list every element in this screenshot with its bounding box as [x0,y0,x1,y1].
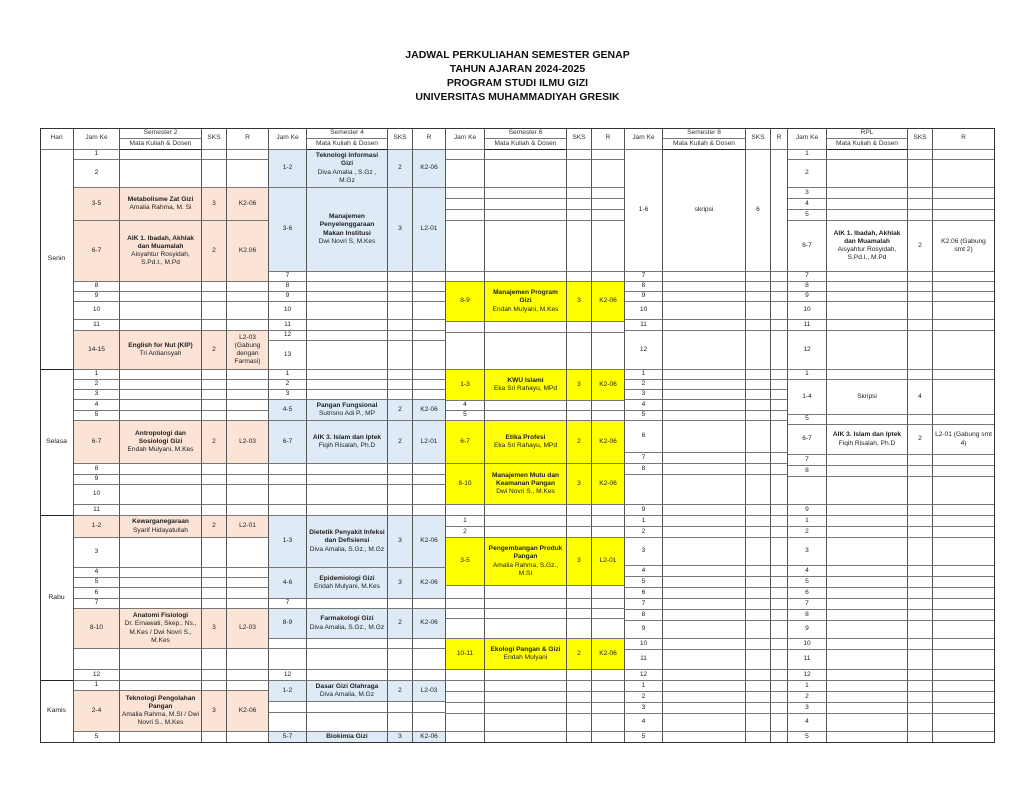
lecturer: Dr. Ernawati, Skep., Ns., M.Kes / Dwi Novri S., M.Kes [124,620,197,644]
lecturer: Amalia Rahma, M.SI / Dwi Novri S., M.Kes [122,711,199,727]
jam-ke-cell: 3 [74,538,120,568]
course-title: Teknologi Pengolahan Pangan [125,694,196,710]
room-cell: L2-01 [227,516,269,538]
lecturer: Amalia Rahma, M. Si [129,204,192,211]
jam-ke-cell: 12 [74,670,120,681]
sks-cell: 2 [388,400,413,421]
header-group-3: Semester 8 [663,128,746,139]
lecturer: Eka Sri Rahayu, MPd [493,442,558,449]
course-title: Etika Profesi [505,433,546,441]
jam-ke-cell: 8 [625,282,663,292]
lecturer: Endah Mulyani, M.Kes [314,583,380,590]
course-title: AIK 1. Ibadah, Akhlak dan Muamalah [127,234,194,250]
jam-ke-cell: 12 [788,331,827,370]
lecturer: Diva Amalia, M.Gz [319,691,375,698]
jam-ke-cell: 2 [74,380,120,390]
room-cell: K2-06 [413,609,446,639]
room-cell: K2-06 [592,639,625,670]
jam-ke-cell: 8-10 [446,464,485,505]
course-title: AIK 3. Islam dan Iptek [832,431,902,439]
jam-ke-cell: 5 [74,732,120,743]
room-cell: K2-06 [413,732,446,743]
jam-ke-cell: 1 [446,516,485,527]
jam-ke-cell: 6-7 [269,421,307,464]
room-cell: K2-06 [413,400,446,421]
jam-ke-cell: 7 [269,599,307,609]
jam-ke-cell: 6 [74,588,120,599]
jam-ke-cell: 10 [625,639,663,650]
header-group-1: Semester 4 [307,128,388,139]
course-title: Antropologi dan Sosiologi Gizi [135,429,186,445]
lecturer: Dwi Novri S., M.Kes [496,488,555,496]
sks-cell: 4 [908,380,933,415]
jam-ke-cell: 7 [788,455,827,466]
jam-ke-cell: 9 [269,292,307,302]
course-title: Dietetik Penyakit Infeksi dan Defisiensi [309,529,385,545]
lecturer: Dwi Novri S, M.Kes [318,237,376,245]
room-cell: K2-06 [227,188,269,221]
jam-ke-cell: 14-15 [74,331,120,370]
jam-ke-cell: 12 [625,331,663,370]
header-group-2: Semester 6 [485,128,567,139]
header-mata-kuliah: Mata Kuliah & Dosen [485,139,567,150]
jam-ke-cell: 3-5 [74,188,120,221]
jam-ke-cell: 7 [269,272,307,282]
course-title: Manajemen Program Gizi [493,289,558,305]
lecturer: Aisyahtur Rosyidah, S.Pd.I., M.Pd [131,251,190,267]
lecturer: Endah Mulyani [503,654,548,661]
jam-ke-cell: 10-11 [446,639,485,670]
room-cell: K2-06 [592,370,625,401]
room-cell: K2-06 [592,282,625,322]
course-title: Teknologi Informasi Gizi [315,152,379,168]
jam-ke-cell: 5 [788,732,827,743]
jam-ke-cell: 1-3 [446,370,485,401]
jam-ke-cell: 1 [625,370,663,380]
sks-cell: 3 [388,732,413,743]
jam-ke-cell: 8-9 [269,609,307,639]
jam-ke-cell: 10 [788,302,827,320]
header-mata-kuliah: Mata Kuliah & Dosen [827,139,908,150]
jam-ke-cell: 6-7 [446,421,485,464]
jam-ke-cell: 10 [74,302,120,320]
jam-ke-cell: 2 [446,527,485,538]
jam-ke-cell: 11 [74,320,120,331]
header-r: R [933,128,995,150]
sks-cell: 2 [202,331,227,370]
jam-ke-cell: 3 [788,538,827,566]
jam-ke-cell: 1 [625,516,663,527]
jam-ke-cell: 9 [625,292,663,302]
header-mata-kuliah: Mata Kuliah & Dosen [307,139,388,150]
sks-cell: 2 [388,150,413,188]
room-cell: L2-03 (Gabung dengan Farmasi) [227,331,269,370]
jam-ke-cell: 4 [788,199,827,210]
jam-ke-cell: 1-2 [74,516,120,538]
title-line-1: JADWAL PERKULIAHAN SEMESTER GENAP [405,49,630,61]
lecturer: Aisyahtur Rosyidah, S.Pd.I., M.Pd [837,246,897,262]
sks-cell: 2 [202,421,227,464]
lecturer: Fiqih Risalah, Ph.D [318,442,376,449]
sks-cell: 2 [202,221,227,282]
jam-ke-cell: 4 [74,400,120,411]
jam-ke-cell: 2 [625,527,663,538]
sks-cell: 3 [388,188,413,272]
table-border [40,128,995,743]
title-line-3: PROGRAM STUDI ILMU GIZI [446,77,589,89]
jam-ke-cell: 6 [788,588,827,599]
jam-ke-cell: 1 [788,370,827,380]
jam-ke-cell: 5 [788,415,827,425]
jam-ke-cell: 5 [446,411,485,421]
jam-ke-cell: 7 [788,599,827,610]
jam-ke-cell: 12 [788,670,827,681]
jam-ke-cell: 6-7 [788,425,827,455]
header-group-0: Semester 2 [120,128,202,139]
jam-ke-cell: 6-7 [74,221,120,282]
lecturer: Skripsi [857,392,877,400]
jam-ke-cell: 6 [625,588,663,599]
room-cell: L2-01 (Gabung smt 4) [933,425,995,455]
jam-ke-cell: 7 [625,272,663,282]
header-jam-ke: Jam Ke [625,128,663,150]
sks-cell: 3 [202,188,227,221]
lecturer: Syarif Hidayatullah [133,526,188,534]
lecturer: Tri Ardiansyah [139,350,182,357]
course-title: Metabolisme Zat Gizi [127,195,194,203]
lecturer: Diva Amalia, S.Gz., M.Gz [309,623,385,631]
header-r: R [413,128,446,150]
jam-ke-cell: 12 [269,331,307,341]
header-jam-ke: Jam Ke [74,128,120,150]
header-r: R [771,128,788,150]
room-cell: K2-06 [413,568,446,599]
course-title: Ekologi Pangan & Gizi [490,645,561,653]
lecturer: Eka Sri Rahayu, MPd [493,385,558,392]
jam-ke-cell: 5 [74,578,120,588]
jam-ke-cell: 4-6 [269,568,307,599]
title-line-2: TAHUN AJARAN 2024-2025 [449,63,586,75]
header-sks: SKS [388,128,413,150]
jam-ke-cell: 9 [74,292,120,302]
course-title: KWU Islami [507,376,544,384]
jam-ke-cell: 9 [788,621,827,639]
lecturer: Sutrisno Adi P., MP [319,410,375,417]
title-line-4: UNIVERSITAS MUHAMMADIYAH GRESIK [415,91,620,103]
jam-ke-cell: 4 [446,401,485,411]
header-sks: SKS [567,128,592,150]
jam-ke-cell: 3 [625,703,663,714]
course-title: Epidemiologi Gizi [319,574,375,582]
jam-ke-cell: 8-9 [446,282,485,322]
room-cell: L2-03 [227,421,269,464]
jam-ke-cell: 5 [788,577,827,588]
header-r: R [227,128,269,150]
jam-ke-cell: 8 [269,282,307,292]
jam-ke-cell: 4 [74,568,120,578]
room-cell: K2-06 [592,464,625,505]
jam-ke-cell: 12 [269,670,307,681]
header-group-4: RPL [827,128,908,139]
jam-ke-cell: 5 [625,577,663,588]
jam-ke-cell: 8 [788,466,827,477]
jam-ke-cell: 12 [625,670,663,681]
room-cell: L2-01 [592,538,625,586]
jam-ke-cell: 10 [269,302,307,320]
jam-ke-cell: 4 [788,714,827,732]
jam-ke-cell: 4-5 [269,400,307,421]
jam-ke-cell: 8 [625,610,663,621]
jam-ke-cell: 1 [74,150,120,160]
header-jam-ke: Jam Ke [446,128,485,150]
jam-ke-cell: 10 [74,485,120,505]
jam-ke-cell: 9 [74,475,120,485]
course-title: Pangan Fungsional [316,401,378,409]
jam-ke-cell: 4 [625,566,663,577]
sks-cell: 3 [567,464,592,505]
day-senin: Senin [40,150,74,370]
jam-ke-cell: 7 [788,272,827,282]
jam-ke-cell: 2 [788,527,827,538]
sks-cell: 2 [908,221,933,272]
day-kamis: Kamis [40,681,74,743]
jam-ke-cell: 5 [625,411,663,421]
jam-ke-cell: 2 [788,160,827,188]
jam-ke-cell: 8 [74,464,120,475]
course-title: Farmakologi Gizi [320,615,374,623]
lecturer: Endah Mulyani, M.Kes [492,305,559,313]
course-title: Kewarganegaraan [132,518,189,526]
course-title: Manajemen Mutu dan Keamanan Pangan [491,471,560,487]
header-jam-ke: Jam Ke [269,128,307,150]
lecturer: Endah Mulyani, M.Kes [127,446,194,454]
jam-ke-cell: 7 [625,599,663,610]
room-cell: K2-06 [592,421,625,464]
lecturer: Fiqih Risalah, Ph.D [838,439,896,447]
jam-ke-cell: 2 [788,692,827,703]
header-jam-ke: Jam Ke [788,128,827,150]
jam-ke-cell: 3 [788,703,827,714]
lecturer: Diva Amalia, S.Gz., M.Gz [309,545,385,553]
course-title: AIK 1. Ibadah, Akhlak dan Muamalah [833,229,901,245]
course-title: Pengembangan Produk Pangan [488,545,563,561]
jam-ke-cell: 10 [625,302,663,320]
jam-ke-cell: 3-6 [269,188,307,272]
jam-ke-cell: 1 [74,370,120,380]
jam-ke-cell: 1 [625,681,663,692]
room-cell: L2-01 [413,421,446,464]
jam-ke-cell: 11 [269,320,307,331]
jam-ke-cell: 9 [625,505,663,516]
sks-cell: 3 [202,609,227,649]
jam-ke-cell: 11 [625,650,663,670]
jam-ke-cell: 4 [625,714,663,732]
jam-ke-cell: 1-2 [269,681,307,702]
jam-ke-cell: 9 [788,505,827,516]
day-selasa: Selasa [40,370,74,516]
course-title: Dasar Gizi Olahraga [315,682,379,690]
sks-cell: 3 [388,516,413,568]
jam-ke-cell: 6-7 [74,421,120,464]
jam-ke-cell: 5 [74,411,120,421]
sks-cell: 3 [567,282,592,322]
jam-ke-cell: 8 [788,282,827,292]
course-title: Anatomi Fisiologi [132,612,189,620]
jam-ke-cell: 11 [788,320,827,331]
sks-cell: 6 [746,150,771,272]
sks-cell: 2 [388,681,413,702]
lecturer: Diva Amalia , S.Gz , M.Gz [317,168,377,184]
jam-ke-cell: 1-3 [269,516,307,568]
room-cell: K2.06 (Gabung smt 2) [933,221,995,272]
course-title: AIK 3. Islam dan Iptek [312,433,382,441]
sks-cell: 3 [567,370,592,401]
sks-cell: 2 [908,425,933,455]
header-mata-kuliah: Mata Kuliah & Dosen [120,139,202,150]
jam-ke-cell: 11 [625,320,663,331]
room-cell: L2-03 [227,609,269,649]
room-cell: K2-06 [227,691,269,732]
jam-ke-cell: 1-4 [788,380,827,415]
jam-ke-cell: 2 [74,160,120,188]
jam-ke-cell: 9 [788,292,827,302]
jam-ke-cell: 6 [625,421,663,453]
jam-ke-cell: 8 [625,464,663,475]
jam-ke-cell: 1 [788,150,827,160]
jam-ke-cell: 10 [788,639,827,650]
lecturer: skripsi [694,206,714,214]
room-cell: K2-06 [413,516,446,568]
course-title: English for Nut (KIP) [128,341,193,349]
jam-ke-cell: 8 [788,610,827,621]
room-cell: K2.06 [227,221,269,282]
jam-ke-cell: 3 [625,390,663,400]
jam-ke-cell: 3-5 [446,538,485,586]
jam-ke-cell: 6-7 [788,221,827,272]
jam-ke-cell: 3 [74,390,120,400]
jam-ke-cell: 8 [74,282,120,292]
jam-ke-cell: 1-6 [625,150,663,272]
jam-ke-cell: 1-2 [269,150,307,188]
header-mata-kuliah: Mata Kuliah & Dosen [663,139,746,150]
jam-ke-cell: 2 [269,380,307,390]
jam-ke-cell: 11 [788,650,827,670]
sks-cell: 2 [388,609,413,639]
header-sks: SKS [202,128,227,150]
jam-ke-cell: 8-10 [74,609,120,649]
header-r: R [592,128,625,150]
jam-ke-cell: 3 [269,390,307,400]
jam-ke-cell: 3 [625,538,663,566]
sks-cell: 2 [567,639,592,670]
room-cell: L2-03 [413,681,446,702]
jam-ke-cell: 5 [788,210,827,221]
jam-ke-cell: 7 [74,599,120,609]
jam-ke-cell: 5 [625,732,663,743]
sks-cell: 3 [567,538,592,586]
jam-ke-cell: 9 [625,621,663,639]
jam-ke-cell: 2 [625,692,663,703]
sks-cell: 3 [388,568,413,599]
jam-ke-cell: 1 [788,516,827,527]
sks-cell: 3 [202,691,227,732]
jam-ke-cell: 1 [269,370,307,380]
jam-ke-cell: 7 [625,453,663,464]
sks-cell: 2 [388,421,413,464]
jam-ke-cell: 1 [74,681,120,691]
room-cell: K2-06 [413,150,446,188]
jam-ke-cell: 2 [625,380,663,390]
jam-ke-cell: 2-4 [74,691,120,732]
jam-ke-cell: 3 [788,188,827,199]
header-sks: SKS [908,128,933,150]
course-title: Manajemen Penyelenggaraan Makan Institusi [319,213,375,237]
jam-ke-cell: 1 [788,681,827,692]
jam-ke-cell: 13 [269,341,307,370]
sks-cell: 2 [567,421,592,464]
jam-ke-cell: 11 [74,505,120,516]
header-hari: Hari [40,128,74,150]
jam-ke-cell: 4 [788,566,827,577]
course-title: Biokimia Gizi [326,732,368,740]
room-cell: L2-01 [413,188,446,272]
day-rabu: Rabu [40,516,74,681]
sks-cell: 2 [202,516,227,538]
lecturer: Amalia Rahma, S.Gz., M.SI [492,561,559,577]
jam-ke-cell: 4 [625,400,663,411]
header-sks: SKS [746,128,771,150]
jam-ke-cell: 5-7 [269,732,307,743]
